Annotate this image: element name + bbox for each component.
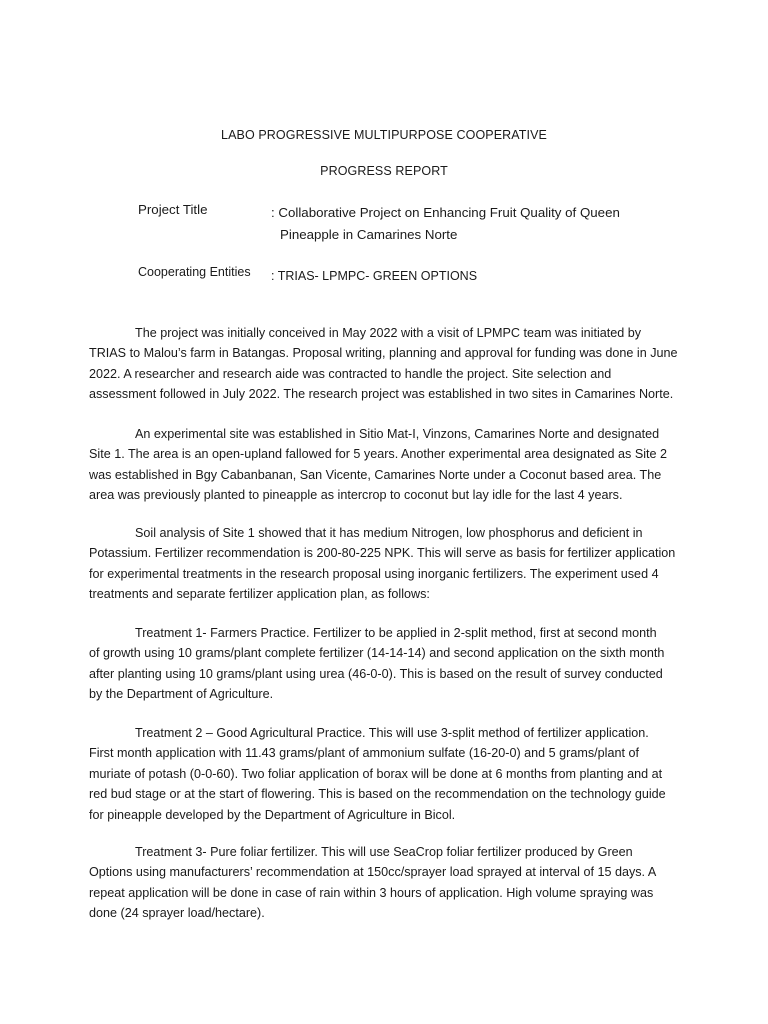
paragraph-line: was established in Bgy Cabanbanan, San Vicente, Camarines Norte under a Coconut based area. The <box>89 467 662 482</box>
paragraph-line: after planting using 10 grams/plant using urea (46-0-0). This is based on the result of survey conducted <box>89 666 663 681</box>
paragraph-line: Options using manufacturers’ recommendation at 150cc/sprayer load sprayed at interval of 15 days. A <box>89 865 657 880</box>
paragraph-line: Treatment 2 – Good Agricultural Practice. This will use 3-split method of fertilizer application. <box>135 726 649 740</box>
paragraph-project-background <box>89 323 689 405</box>
organization-heading: LABO PROGRESSIVE MULTIPURPOSE COOPERATIVE <box>221 128 547 142</box>
cooperating-entities-value: : TRIAS- LPMPC- GREEN OPTIONS <box>271 269 478 283</box>
paragraph-treatment-2 <box>89 723 689 825</box>
paragraph-line: treatments and separate fertilizer application plan, as follows: <box>89 587 430 602</box>
paragraph-line: red bud stage or at the start of flowering. This is based on the recommendation on the technology guide <box>89 787 666 802</box>
paragraph-line: Treatment 1- Farmers Practice. Fertilizer to be applied in 2-split method, first at second month <box>135 626 657 640</box>
paragraph-line: for pineapple developed by the Department of Agriculture in Bicol. <box>89 807 456 822</box>
paragraph-line: The project was initially conceived in May 2022 with a visit of LPMPC team was initiated by <box>135 326 642 340</box>
paragraph-treatment-3 <box>89 842 689 924</box>
paragraph-line: 2022. A researcher and research aide was contracted to handle the project. Site selection and <box>89 366 612 381</box>
paragraph-line: repeat application will be done in case of rain within 3 hours of application. High volume spraying was <box>89 885 654 900</box>
paragraph-experimental-sites <box>89 424 689 506</box>
paragraph-line: Potassium. Fertilizer recommendation is 200-80-225 NPK. This will serve as basis for fertilizer application <box>89 546 676 561</box>
paragraph-line: for experimental treatments in the research proposal using inorganic fertilizers. The experiment used 4 <box>89 566 659 581</box>
paragraph-line: done (24 sprayer load/hectare). <box>89 906 265 921</box>
paragraph-line: Soil analysis of Site 1 showed that it has medium Nitrogen, low phosphorus and deficient in <box>135 526 643 540</box>
paragraph-line: assessment followed in July 2022. The research project was established in two sites in Camarines Norte. <box>89 387 674 402</box>
paragraph-line: by the Department of Agriculture. <box>89 687 274 702</box>
paragraph-line: muriate of potash (0-0-60). Two foliar application of borax will be done at 6 months from planting and at <box>89 766 663 781</box>
project-title-value <box>271 202 691 246</box>
report-type-heading: PROGRESS REPORT <box>320 164 448 178</box>
paragraph-line: area was previously planted to pineapple as intercrop to coconut but lay idle for the last 4 years. <box>89 488 623 503</box>
paragraph-line: TRIAS to Malou’s farm in Batangas. Proposal writing, planning and approval for funding was done in June <box>89 346 678 361</box>
paragraph-line: of growth using 10 grams/plant complete fertilizer (14-14-14) and second application on the sixth month <box>89 646 665 661</box>
paragraph-line: Treatment 3- Pure foliar fertilizer. This will use SeaCrop foliar fertilizer produced by Green <box>135 845 633 859</box>
paragraph-line: An experimental site was established in Sitio Mat-I, Vinzons, Camarines Norte and designated <box>135 427 660 441</box>
cooperating-entities-label: Cooperating Entities <box>138 265 251 279</box>
paragraph-line: Site 1. The area is an open-upland fallowed for 5 years. Another experimental area designated as Site 2 <box>89 447 668 462</box>
paragraph-line: First month application with 11.43 grams/plant of ammonium sulfate (16-20-0) and 5 grams/plant of <box>89 746 639 761</box>
paragraph-soil-analysis <box>89 523 689 605</box>
project-title-value-line1: : Collaborative Project on Enhancing Fruit Quality of Queen <box>271 205 620 220</box>
project-title-label: Project Title <box>138 202 208 217</box>
paragraph-treatment-1 <box>89 623 689 705</box>
project-title-value-line2: Pineapple in Camarines Norte <box>280 227 458 242</box>
